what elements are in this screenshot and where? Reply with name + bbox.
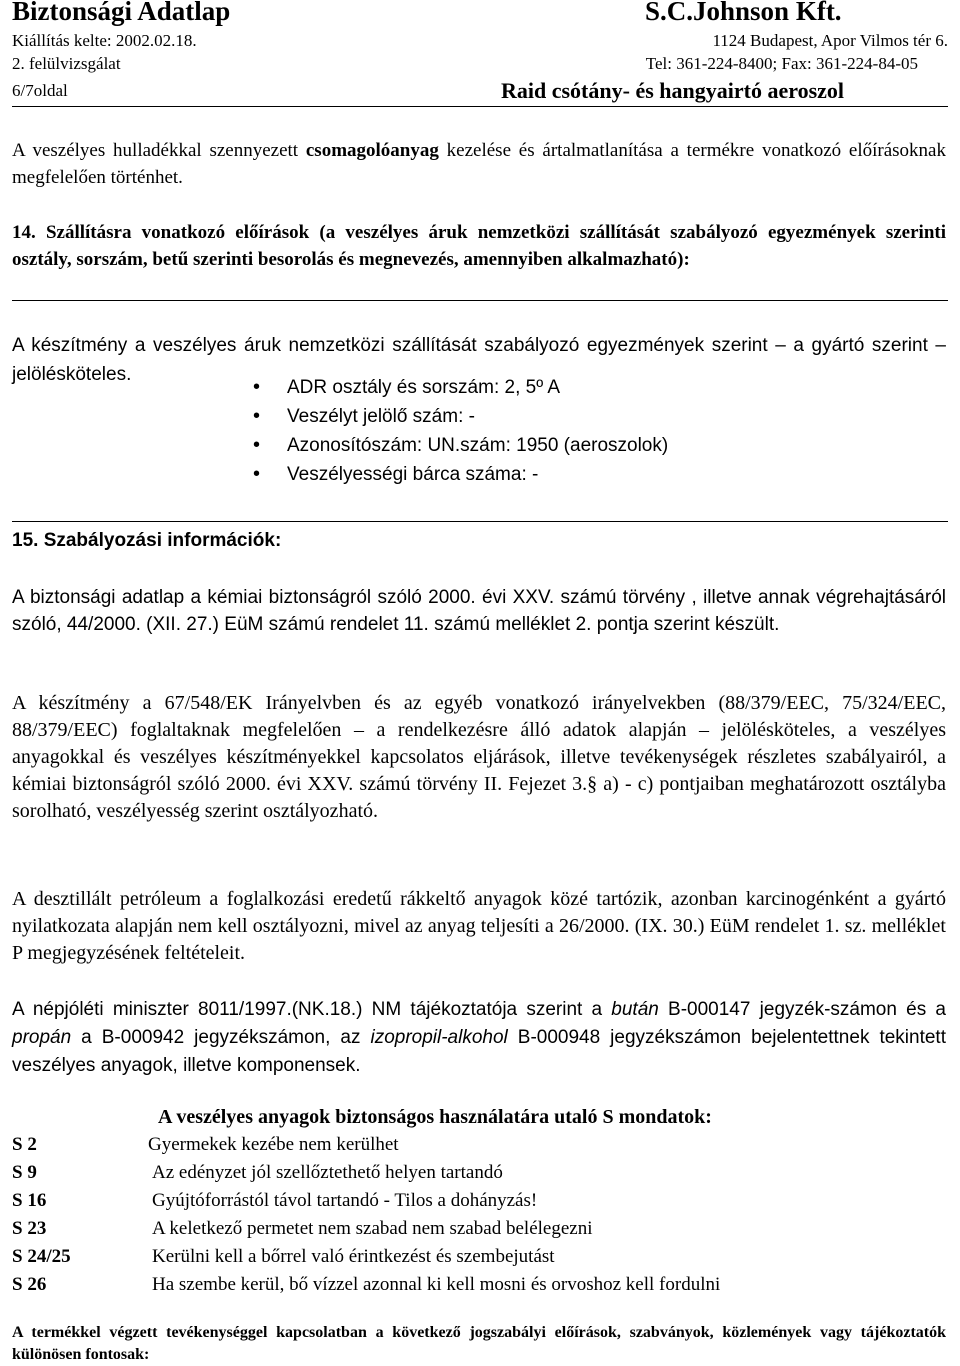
p4-isopropanol: izopropil-alkohol (370, 1027, 508, 1048)
regulation-paragraph-1: A biztonsági adatlap a kémiai biztonságról szóló 2000. évi XXV. számú törvény , illetve annak végrehajtásáról szóló, 44/2000. (XII. 27.) EüM számú rendelet 11. számú melléklet 2. pontja szerint készült. (12, 587, 946, 635)
section-15-heading: 15. Szabályozási információk: (12, 530, 282, 551)
p4-text: B-000948 jegyzékszámon bejelentettnek tekintett veszélyes anyagok, illetve komponensek. (12, 1027, 946, 1076)
regulation-paragraph-4 (12, 996, 946, 1080)
document-title: Biztonsági Adatlap (12, 0, 231, 26)
s-phrase-text: Kerülni kell a bőrrel való érintkezést és szembejutást (152, 1246, 555, 1267)
intro-text-end: kezelése és ártalmatlanítása a termékre vonatkozó előírásoknak megfelelően történhet. (12, 140, 946, 188)
section-15-divider (12, 521, 948, 522)
product-name: Raid csótány- és hangyairtó aeroszol (501, 78, 845, 103)
page-number: 6/7oldal (12, 81, 68, 100)
regulation-paragraph-3: A desztillált petróleum a foglalkozási eredetű rákkeltő anyagok közé tartózik, azonban karcinogénként a gyártó nyilatkozata alapján nem kell osztályozni, mivel az anyag teljesíti a 26/2000. (IX. 30.) EüM rendelet 1. sz. melléklet P megjegyzésének feltételeit. (12, 888, 946, 964)
s-phrase-code: S 2 (12, 1134, 37, 1155)
bullet-item: • Azonosítószám: UN.szám: 1950 (aeroszolok) (253, 431, 668, 460)
section-14-heading: 14. Szállításra vonatkozó előírások (a veszélyes áruk nemzetközi szállítását szabályozó egyezmények szerinti osztály, sorszám, betű szerinti besorolás és megnevezés, amennyiben alkalmazható): (12, 222, 946, 270)
intro-bold: csomagolóanyag (305, 140, 439, 161)
intro-paragraph (12, 138, 946, 191)
regulation-paragraph-2: A készítmény a 67/548/EK Irányelvben és az egyéb vonatkozó irányelvekben (88/379/EEC, 75/324/EEC, 88/379/EEC) foglaltaknak megfelelően – a rendelkezésre álló adatok alapján – jelölésköteles, a veszélyes anyagokkal és veszélyes készítményekkel kapcsolatos eljárások, illetve tevékenységek részletes szabályairól, a kémiai biztonságról szóló 2000. évi XXV. számú törvény II. Fejezet 3.§ a) - c) pontjaiban meghatározott osztályba sorolható, veszélyesség szerint osztályozható. (12, 692, 946, 822)
s-phrase-code: S 24/25 (12, 1246, 71, 1267)
s-phrase-text: A keletkező permetet nem szabad nem szabad belélegezni (152, 1218, 593, 1239)
company-address: 1124 Budapest, Apor Vilmos tér 6. (712, 31, 948, 50)
section-14-divider (12, 300, 948, 301)
s-phrase-code: S 26 (12, 1274, 47, 1295)
p4-text: B-000147 jegyzék-számon és a (658, 999, 946, 1020)
revision: 2. felülvizsgálat (12, 54, 121, 73)
s-phrase-text: Gyújtóforrástól távol tartandó - Tilos a dohányzás! (152, 1190, 538, 1211)
transport-bullets (253, 373, 668, 489)
p4-text: A népjóléti miniszter 8011/1997.(NK.18.) NM tájékoztatója szerint a (12, 999, 612, 1020)
s-phrase-text: Az edényzet jól szellőztethető helyen tartandó (152, 1162, 503, 1183)
intro-text: A veszélyes hulladékkal szennyezett (12, 140, 306, 161)
bullet-item: • ADR osztály és sorszám: 2, 5º A (253, 373, 668, 402)
p4-text: a B-000942 jegyzékszámon, az (71, 1027, 371, 1048)
p4-propane: propán (12, 1027, 72, 1048)
s-phrase-code: S 23 (12, 1218, 47, 1239)
s-phrase-code: S 16 (12, 1190, 47, 1211)
bullet-item: • Veszélyt jelölő szám: - (253, 402, 668, 431)
s-phrase-text: Gyermekek kezébe nem kerülhet (148, 1134, 399, 1155)
footer-note: A termékkel végzett tevékenységgel kapcsolatban a következő jogszabályi előírások, szabványok, közlemények vagy tájékoztatók különösen fontosak: (12, 1324, 946, 1363)
bullet-item: • Veszélyességi bárca száma: - (253, 460, 668, 489)
s-phrase-text: Ha szembe kerül, bő vízzel azonnal ki kell mosni és orvoshoz kell fordulni (152, 1274, 721, 1295)
phone-fax: Tel: 361-224-8400; Fax: 361-224-84-05 (645, 54, 918, 73)
section-14-text: A készítmény a veszélyes áruk nemzetközi szállítását szabályozó egyezmények szerint – a gyártó szerint – jelölésköteles. (12, 335, 946, 385)
header-divider (12, 106, 948, 107)
s-phrases-title: A veszélyes anyagok biztonságos használatára utaló S mondatok: (158, 1106, 712, 1128)
issue-date: Kiállítás kelte: 2002.02.18. (12, 31, 197, 50)
p4-butane: bután (611, 999, 659, 1020)
company-name: S.C.Johnson Kft. (645, 0, 842, 26)
s-phrase-code: S 9 (12, 1162, 37, 1183)
